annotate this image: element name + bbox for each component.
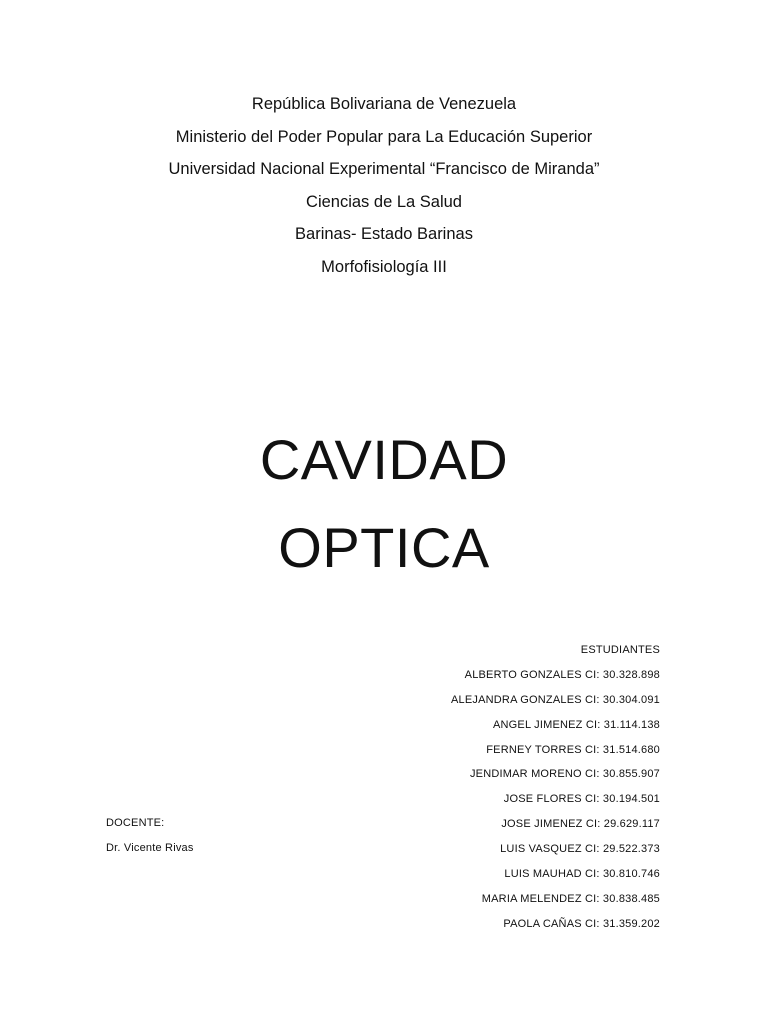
course-line: Morfofisiología III	[321, 257, 447, 276]
student-entry: MARIA MELENDEZ CI: 30.838.485	[481, 892, 660, 905]
student-entry: FERNEY TORRES CI: 31.514.680	[486, 743, 660, 756]
student-entry: PAOLA CAÑAS CI: 31.359.202	[503, 917, 660, 930]
students-list	[451, 638, 660, 937]
country-line: República Bolivariana de Venezuela	[251, 95, 517, 113]
title-line-2: OPTICA	[278, 516, 490, 579]
student-entry: ALBERTO GONZALES CI: 30.328.898	[464, 668, 660, 681]
faculty-line: Ciencias de La Salud	[306, 192, 462, 211]
student-entry: JENDIMAR MORENO CI: 30.855.907	[469, 768, 660, 781]
teacher-name: Dr. Vicente Rivas	[106, 841, 194, 854]
teacher-block	[106, 811, 194, 861]
student-entry: JOSE JIMENEZ CI: 29.629.117	[501, 818, 660, 831]
institution-header	[0, 88, 768, 284]
ministry-line: Ministerio del Poder Popular para La Educación Superior	[175, 127, 593, 146]
location-line: Barinas- Estado Barinas	[295, 225, 473, 244]
student-entry: ALEJANDRA GONZALES CI: 30.304.091	[451, 693, 660, 706]
student-entry: JOSE FLORES CI: 30.194.501	[503, 793, 660, 806]
students-heading: ESTUDIANTES	[580, 644, 660, 656]
university-line: Universidad Nacional Experimental “Francisco de Miranda”	[168, 160, 600, 179]
title-line-1: CAVIDAD	[259, 428, 509, 491]
student-entry: LUIS MAUHAD CI: 30.810.746	[504, 868, 660, 881]
document-title	[0, 416, 768, 592]
teacher-label: DOCENTE:	[106, 817, 165, 829]
student-entry: LUIS VASQUEZ CI: 29.522.373	[500, 843, 660, 856]
student-entry: ANGEL JIMENEZ CI: 31.114.138	[492, 718, 660, 731]
